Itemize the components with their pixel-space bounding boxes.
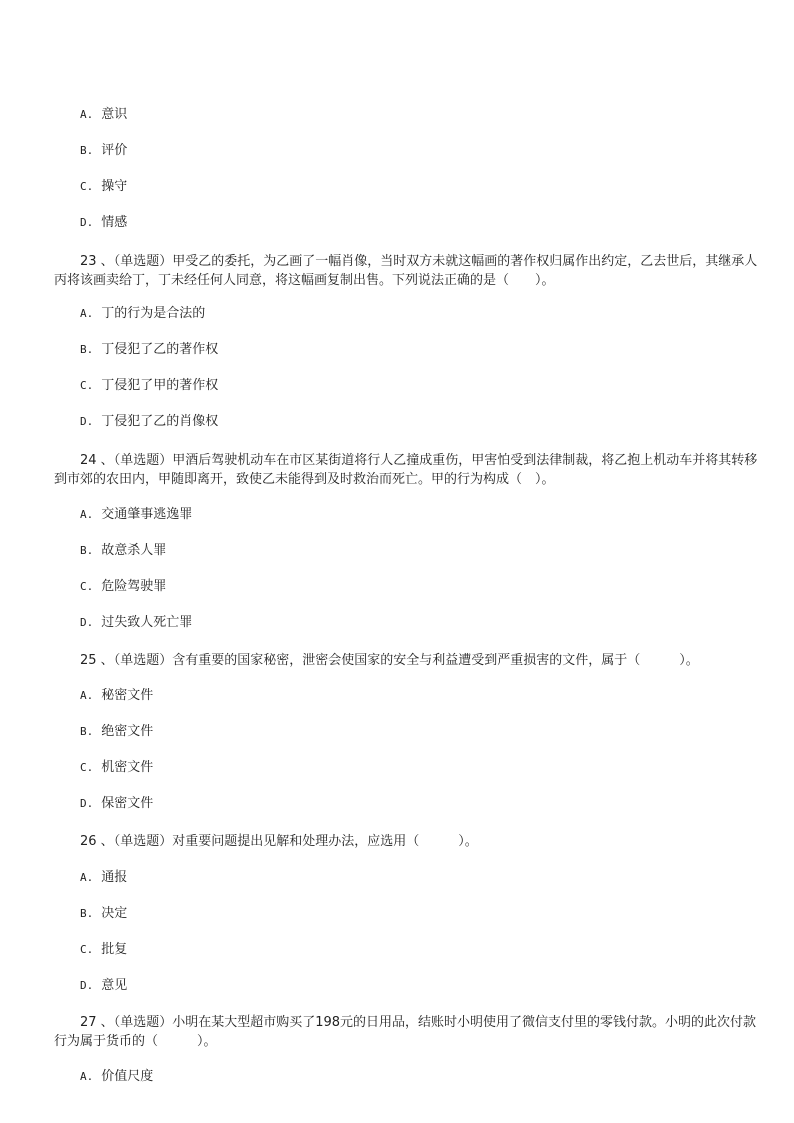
question-text: （单选题）甲酒后驾驶机动车在市区某街道将行人乙撞成重伤，甲害怕受到法律制裁，将乙抱上机动车并将其转移到市郊的农田内，甲随即离开，致使乙未能得到及时救治而死亡。甲的行为构成（ ）。 [54, 453, 758, 487]
option-letter: B. [80, 725, 94, 738]
question-number: 26 、 [80, 834, 114, 849]
option-c [80, 941, 127, 959]
question-number: 24 、 [80, 453, 114, 468]
question-text: （单选题）甲受乙的委托，为乙画了一幅肖像，当时双方未就这幅画的著作权归属作出约定，乙去世后，其继承人丙将该画卖给丁，丁未经任何人同意，将这幅画复制出售。下列说法正确的是（ ）。 [54, 254, 758, 288]
option-letter: B. [80, 343, 94, 356]
option-c [80, 178, 127, 196]
question-text: （单选题）小明在某大型超市购买了198元的日用品，结账时小明使用了微信支付里的零钱付款。小明的此次付款行为属于货币的（ ）。 [54, 1015, 757, 1049]
question-number: 23 、 [80, 254, 114, 269]
option-letter: A. [80, 108, 94, 121]
option-text: 评价 [101, 143, 128, 158]
option-text: 危险驾驶罪 [101, 579, 167, 594]
option-d [80, 977, 127, 995]
option-b [80, 542, 166, 560]
option-letter: B. [80, 144, 94, 157]
option-letter: D. [80, 979, 94, 992]
option-text: 通报 [101, 870, 128, 885]
question-24 [54, 451, 766, 489]
option-a [80, 506, 192, 524]
option-text: 意见 [101, 978, 128, 993]
option-letter: D. [80, 616, 94, 629]
question-number: 25 、 [80, 653, 114, 668]
option-text: 丁侵犯了乙的肖像权 [101, 414, 219, 429]
question-number: 27 、 [80, 1015, 114, 1030]
question-text: （单选题）含有重要的国家秘密，泄密会使国家的安全与利益遭受到严重损害的文件，属于（ ）。 [113, 653, 699, 668]
option-text: 过失致人死亡罪 [101, 615, 193, 630]
option-letter: A. [80, 1070, 94, 1083]
option-d [80, 614, 192, 632]
option-letter: C. [80, 379, 94, 392]
option-a [80, 687, 153, 705]
option-letter: A. [80, 871, 94, 884]
option-text: 交通肇事逃逸罪 [101, 507, 193, 522]
option-text: 机密文件 [101, 760, 154, 775]
option-text: 秘密文件 [101, 688, 154, 703]
option-b [80, 723, 153, 741]
option-text: 操守 [101, 179, 128, 194]
option-text: 丁侵犯了乙的著作权 [101, 342, 219, 357]
option-letter: A. [80, 689, 94, 702]
option-c [80, 377, 218, 395]
option-a [80, 1068, 153, 1086]
option-a [80, 869, 127, 887]
option-text: 绝密文件 [101, 724, 154, 739]
option-text: 故意杀人罪 [101, 543, 167, 558]
option-c [80, 759, 153, 777]
option-text: 丁的行为是合法的 [101, 306, 206, 321]
option-text: 丁侵犯了甲的著作权 [101, 378, 219, 393]
option-letter: B. [80, 544, 94, 557]
option-d [80, 413, 218, 431]
option-text: 决定 [101, 906, 128, 921]
question-23 [54, 252, 766, 290]
option-text: 意识 [101, 107, 128, 122]
option-a [80, 305, 205, 323]
option-text: 批复 [101, 942, 128, 957]
option-text: 保密文件 [101, 796, 154, 811]
option-letter: D. [80, 797, 94, 810]
option-letter: C. [80, 180, 94, 193]
option-letter: D. [80, 216, 94, 229]
option-d [80, 795, 153, 813]
option-letter: D. [80, 415, 94, 428]
option-d [80, 214, 127, 232]
question-text: （单选题）对重要问题提出见解和处理办法，应选用（ ）。 [113, 834, 478, 849]
option-b [80, 142, 127, 160]
option-letter: B. [80, 907, 94, 920]
option-text: 情感 [101, 215, 128, 230]
option-text: 价值尺度 [101, 1069, 154, 1084]
option-b [80, 905, 127, 923]
question-27 [54, 1013, 766, 1051]
option-letter: C. [80, 580, 94, 593]
option-letter: C. [80, 761, 94, 774]
question-25 [54, 651, 766, 670]
question-26 [54, 832, 766, 851]
option-b [80, 341, 218, 359]
option-letter: C. [80, 943, 94, 956]
option-a [80, 106, 127, 124]
option-letter: A. [80, 508, 94, 521]
option-c [80, 578, 166, 596]
option-letter: A. [80, 307, 94, 320]
